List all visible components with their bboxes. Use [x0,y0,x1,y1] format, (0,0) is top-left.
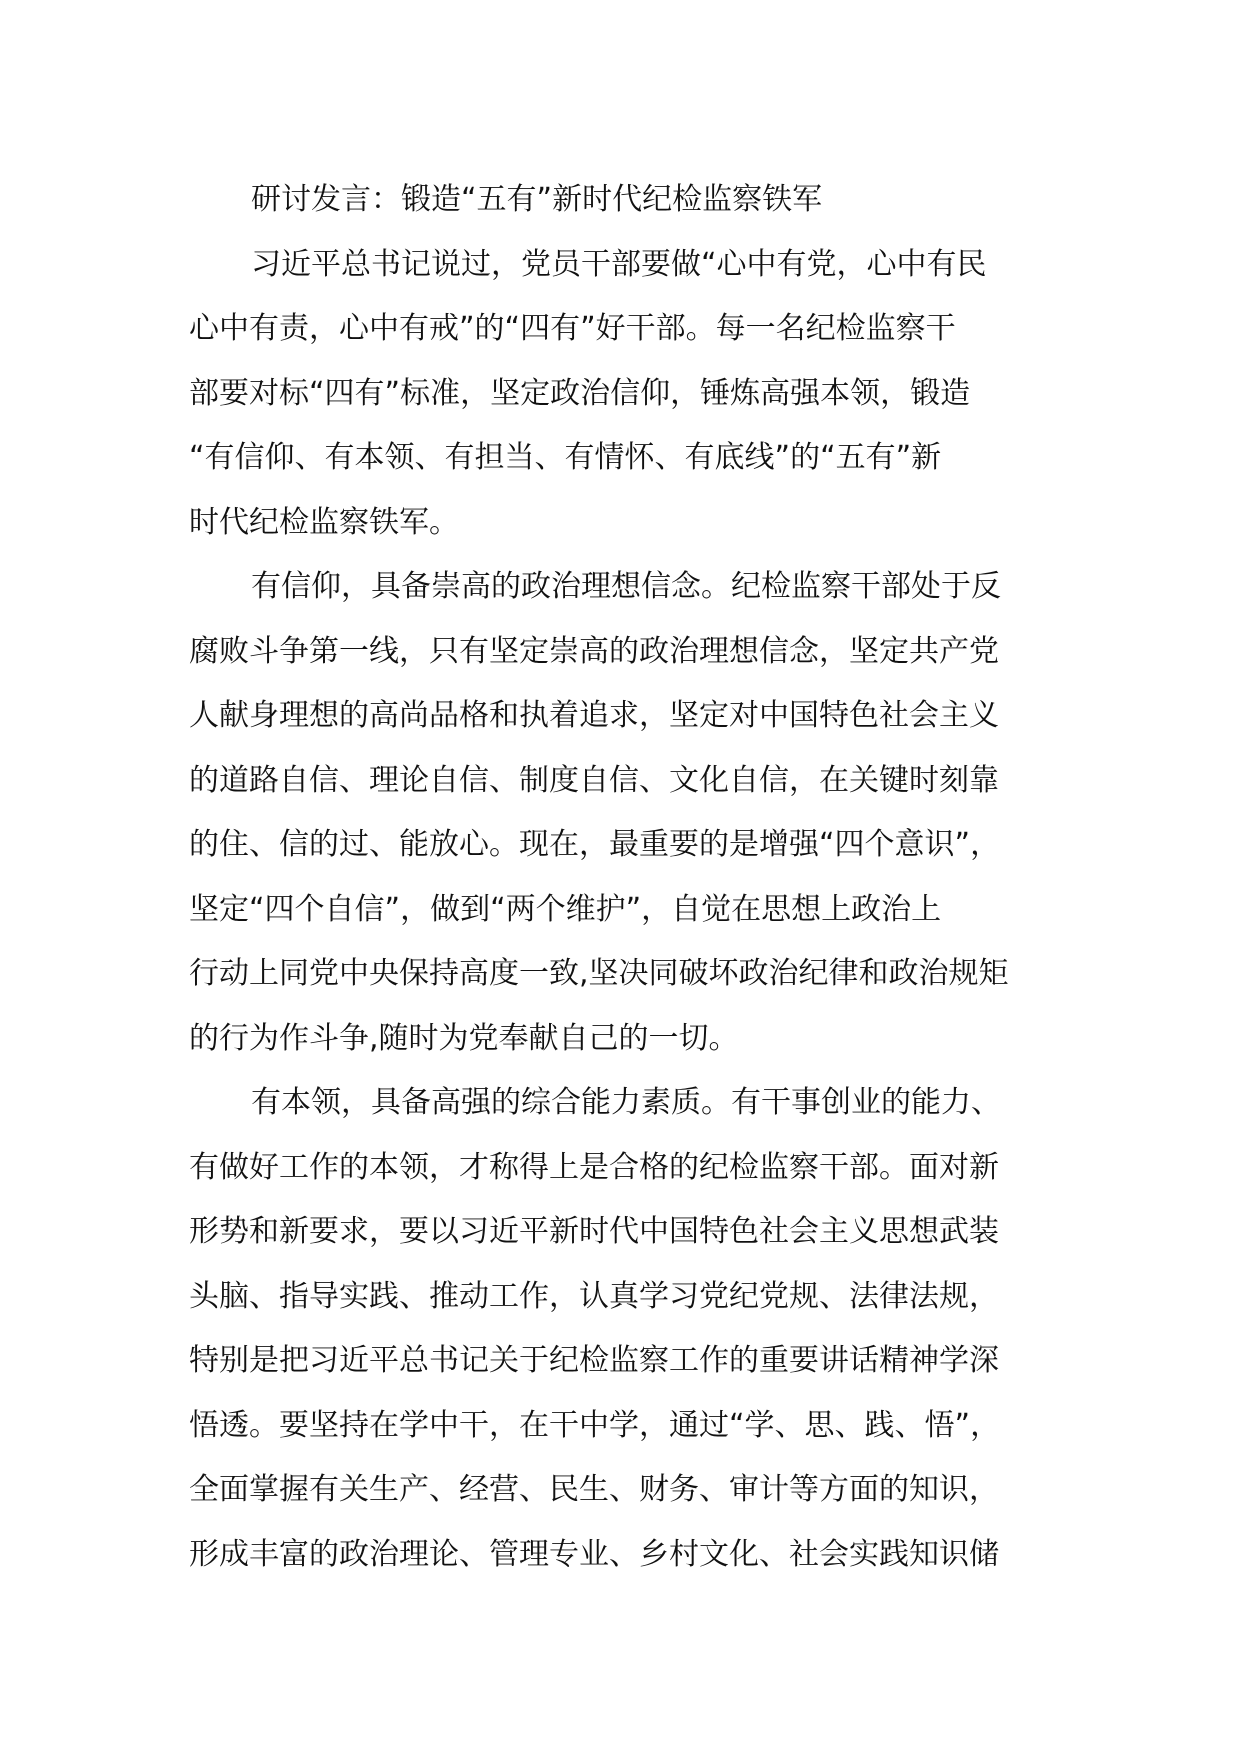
text-line: 有信仰，具备崇高的政治理想信念。纪检监察干部处于反 [251,569,1001,604]
text-line: 行动上同党中央保持高度一致,坚决同破坏政治纪律和政治规矩 [189,956,1009,991]
paragraph-intro [189,233,1069,556]
text-line: 部要对标“四有”标准，坚定政治信仰，锤炼高强本领，锻造 [189,375,971,411]
text-line: 有本领，具备高强的综合能力素质。有干事创业的能力、 [251,1085,1001,1120]
text-line: 全面掌握有关生产、经营、民生、财务、审计等方面的知识， [189,1472,999,1507]
text-line: 悟透。要坚持在学中干，在干中学，通过“学、思、践、悟”， [189,1407,1001,1443]
text-line: 形成丰富的政治理论、管理专业、乡村文化、社会实践知识储 [189,1536,999,1572]
text-line: 时代纪检监察铁军。 [189,504,459,540]
document-title: 研讨发言：锻造“五有”新时代纪检监察铁军 [251,182,823,217]
text-line: 的行为作斗争,随时为党奉献自己的一切。 [189,1020,739,1056]
text-line: 特别是把习近平总书记关于纪检监察工作的重要讲话精神学深 [189,1343,999,1378]
text-line: 心中有责，心中有戒”的“四有”好干部。每一名纪检监察干 [189,311,956,346]
document-body [189,168,1069,1587]
text-line: 有做好工作的本领，才称得上是合格的纪检监察干部。面对新 [189,1149,999,1185]
text-line: 形势和新要求，要以习近平新时代中国特色社会主义思想武装 [189,1214,999,1249]
text-line: 坚定“四个自信”，做到“两个维护”，自觉在思想上政治上 [189,891,942,927]
paragraph-ability [189,1071,1069,1587]
paragraph-faith [189,555,1069,1071]
text-line: 的住、信的过、能放心。现在，最重要的是增强“四个意识”， [189,827,1001,862]
text-line: 习近平总书记说过，党员干部要做“心中有党，心中有民 [251,246,987,282]
text-line: 的道路自信、理论自信、制度自信、文化自信，在关键时刻靠 [189,762,999,798]
text-line: “有信仰、有本领、有担当、有情怀、有底线”的“五有”新 [189,440,942,475]
text-line: 人献身理想的高尚品格和执着追求，坚定对中国特色社会主义 [189,698,999,733]
text-line: 头脑、指导实践、推动工作，认真学习党纪党规、法律法规， [189,1278,999,1314]
text-line: 腐败斗争第一线，只有坚定崇高的政治理想信念，坚定共产党 [189,633,999,669]
